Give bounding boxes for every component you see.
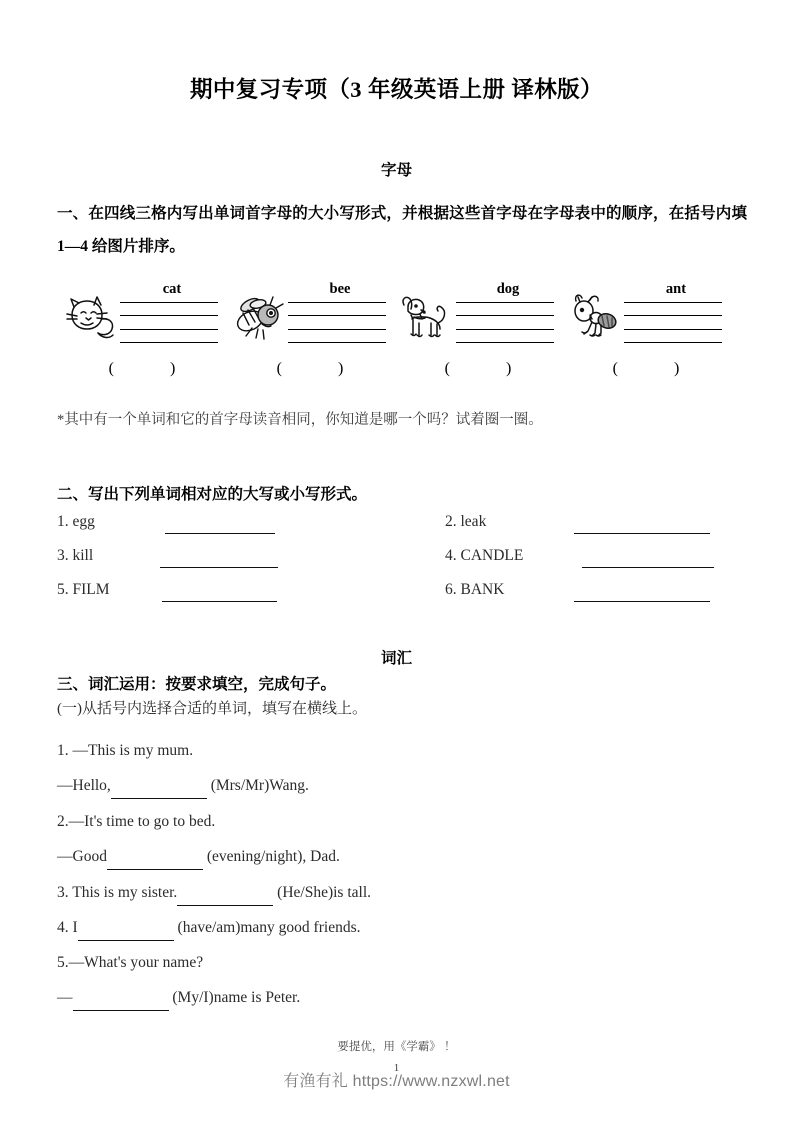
four-line-staff	[288, 302, 386, 346]
sentence-5b	[57, 989, 300, 1011]
four-line-staff	[120, 302, 218, 346]
sentence-options: (evening/night), Dad.	[202, 848, 340, 865]
exercise-two-grid	[57, 513, 747, 617]
sentence-text: —Hello,	[57, 777, 111, 794]
word-item-3: 3. kill	[57, 547, 94, 564]
sentence-1b	[57, 777, 309, 799]
exercise-one-note: *其中有一个单词和它的首字母读音相同，你知道是哪一个吗？试着圈一圈。	[57, 412, 543, 428]
word-blank-4[interactable]	[582, 567, 714, 568]
footer-slogan: 要提优，用《学霸》 ！	[337, 1041, 456, 1053]
sentence-text: 3. This is my sister.	[57, 884, 178, 901]
sentence-5a	[57, 954, 203, 972]
letter-practice-word: bee	[329, 281, 351, 297]
sentence-4	[57, 919, 360, 941]
sentence-text: —	[57, 989, 73, 1006]
page-number: 1	[393, 1062, 400, 1074]
sentence-options: (He/She)is tall.	[273, 884, 372, 901]
watermark: 有渔有礼 https://www.nzxwl.net	[283, 1073, 510, 1090]
letter-practice-word: ant	[665, 281, 687, 297]
four-line-staff	[624, 302, 722, 346]
sentence-text: 2.—It's time to go to bed.	[57, 813, 216, 830]
sentence-blank-1[interactable]	[111, 780, 207, 799]
ordering-answer-row	[62, 360, 734, 384]
word-item-1: 1. egg	[57, 513, 95, 530]
sentence-options: (have/am)many good friends.	[173, 919, 361, 936]
exercise-three-instruction: 三、词汇运用：按要求填空，完成句子。	[57, 676, 337, 693]
word-item-5: 5. FILM	[57, 581, 110, 598]
dog-illustration	[400, 293, 456, 345]
sentence-options: (My/I)name is Peter.	[168, 989, 301, 1006]
letter-practice-word: dog	[496, 281, 520, 297]
sentence-2b	[57, 848, 340, 870]
word-blank-5[interactable]	[162, 601, 277, 602]
sentence-text: 1. —This is my mum.	[57, 742, 194, 759]
sentence-blank-2[interactable]	[107, 851, 203, 870]
word-blank-3[interactable]	[160, 567, 278, 568]
sentence-3	[57, 884, 371, 906]
bee-illustration	[232, 293, 288, 345]
exercise-three-sub-instruction: (一)从括号内选择合适的单词，填写在横线上。	[57, 701, 367, 717]
sentence-1a	[57, 742, 193, 760]
cat-illustration	[64, 293, 120, 345]
sentence-blank-3[interactable]	[177, 887, 273, 906]
word-blank-6[interactable]	[574, 601, 710, 602]
sentence-text: 5.—What's your name?	[57, 954, 204, 971]
four-line-staff	[456, 302, 554, 346]
word-item-6: 6. BANK	[445, 581, 505, 598]
sentence-text: 4. I	[57, 919, 78, 936]
order-blank-bee[interactable]: ( )	[276, 360, 370, 377]
word-item-2: 2. leak	[445, 513, 487, 530]
letter-practice-word: cat	[162, 281, 182, 297]
section-heading-vocab: 词汇	[380, 650, 412, 667]
sentence-options: (Mrs/Mr)Wang.	[206, 777, 309, 794]
sentence-blank-4[interactable]	[78, 922, 174, 941]
word-blank-2[interactable]	[574, 533, 710, 534]
sentence-2a	[57, 813, 215, 831]
sentence-text: —Good	[57, 848, 107, 865]
exercise-two-instruction: 二、写出下列单词相对应的大写或小写形式。	[57, 486, 368, 503]
word-item-4: 4. CANDLE	[445, 547, 524, 564]
sentence-blank-5[interactable]	[73, 992, 169, 1011]
word-blank-1[interactable]	[165, 533, 275, 534]
order-blank-ant[interactable]: ( )	[612, 360, 706, 377]
exercise-one-instruction: 一、在四线三格内写出单词首字母的大小写形式，并根据这些首字母在字母表中的顺序，在括号内填 1—4 给图片排序。	[57, 205, 747, 255]
order-blank-cat[interactable]: ( )	[108, 360, 202, 377]
section-heading-letters: 字母	[380, 162, 412, 179]
page-title: 期中复习专项（3 年级英语上册 译林版）	[189, 77, 603, 102]
ant-illustration	[568, 293, 624, 345]
order-blank-dog[interactable]: ( )	[444, 360, 538, 377]
